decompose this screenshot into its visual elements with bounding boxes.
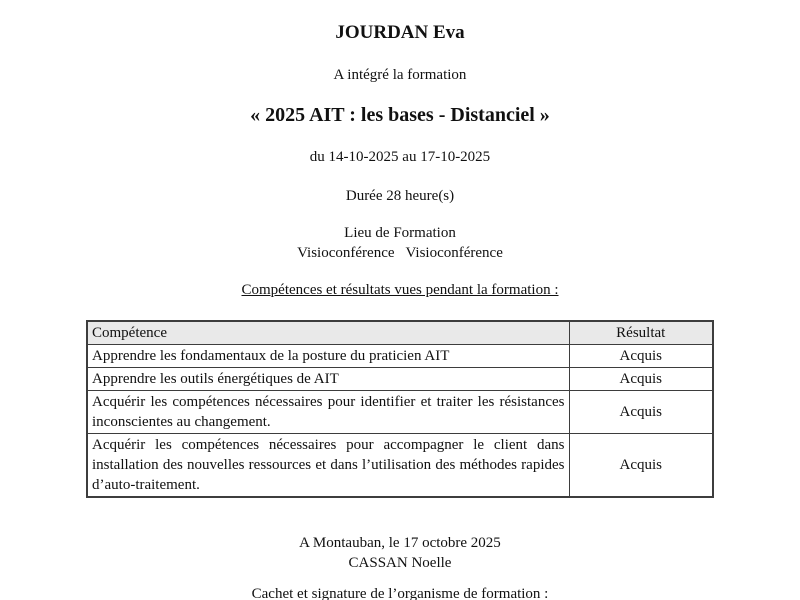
column-header-competence: Compétence — [87, 321, 569, 345]
resultat-cell: Acquis — [569, 368, 713, 391]
resultat-cell: Acquis — [569, 345, 713, 368]
location-label: Lieu de Formation — [344, 225, 456, 241]
stamp-signature-line: Cachet et signature de l’organisme de formation : — [251, 586, 549, 600]
table-row — [87, 345, 713, 368]
table-row — [87, 434, 713, 498]
table-header-row — [87, 321, 713, 345]
column-header-resultat: Résultat — [569, 321, 713, 345]
date-range: du 14-10-2025 au 17-10-2025 — [309, 149, 491, 165]
student-name: JOURDAN Eva — [335, 22, 465, 43]
competence-cell: Acquérir les compétences nécessaires pour accompagner le client dans installation des nouvelles ressources et dans l’utilisation des méthodes rapides d’auto-traitement. — [87, 434, 569, 498]
location-value: Visioconférence Visioconférence — [297, 245, 503, 261]
table-row — [87, 368, 713, 391]
competences-table — [86, 320, 714, 498]
competence-cell: Apprendre les fondamentaux de la posture du praticien AIT — [87, 345, 569, 368]
intro-line: A intégré la formation — [333, 67, 467, 83]
table-row — [87, 391, 713, 434]
competences-heading: Compétences et résultats vues pendant la formation : — [241, 282, 559, 298]
place-date: A Montauban, le 17 octobre 2025 — [299, 535, 501, 551]
signatory-name: CASSAN Noelle — [348, 555, 452, 571]
resultat-cell: Acquis — [569, 434, 713, 498]
course-title: « 2025 AIT : les bases - Distanciel » — [250, 104, 550, 126]
competence-cell: Apprendre les outils énergétiques de AIT — [87, 368, 569, 391]
competence-cell: Acquérir les compétences nécessaires pour identifier et traiter les résistances inconscientes au changement. — [87, 391, 569, 434]
resultat-cell: Acquis — [569, 391, 713, 434]
duration: Durée 28 heure(s) — [345, 188, 455, 204]
